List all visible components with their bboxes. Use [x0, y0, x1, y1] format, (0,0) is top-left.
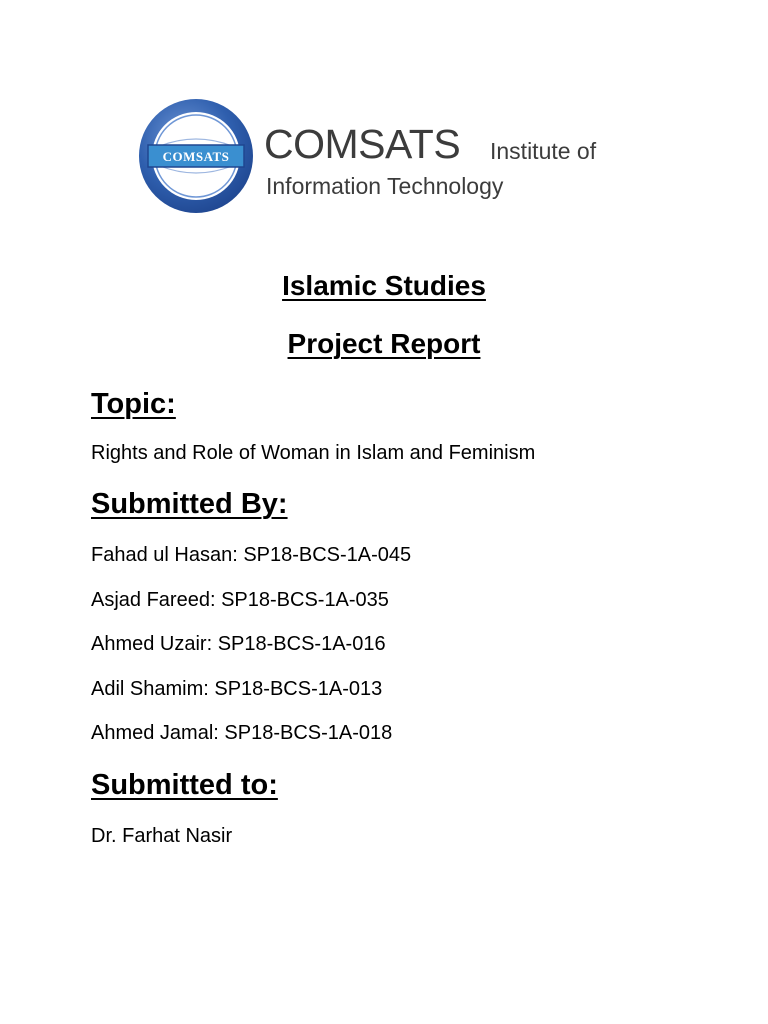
submitted-by-heading: Submitted By:	[91, 488, 288, 520]
list-item: Ahmed Uzair: SP18-BCS-1A-016	[91, 633, 386, 655]
logo-subtitle-line1: Institute of	[490, 138, 597, 164]
course-title: Islamic Studies	[282, 270, 486, 301]
logo-subtitle-line2: Information Technology	[266, 173, 504, 199]
comsats-emblem-icon	[138, 98, 254, 214]
logo-wordmark: COMSATS	[264, 121, 461, 167]
topic-heading: Topic:	[91, 388, 176, 420]
supervisor-name: Dr. Farhat Nasir	[91, 825, 233, 847]
list-item: Ahmed Jamal: SP18-BCS-1A-018	[91, 722, 393, 744]
list-item: Adil Shamim: SP18-BCS-1A-013	[91, 677, 383, 700]
comsats-logo	[138, 96, 628, 220]
emblem-label: COMSATS	[162, 149, 230, 164]
list-item: Asjad Fareed: SP18-BCS-1A-035	[91, 588, 389, 611]
document-type-title: Project Report	[287, 328, 481, 359]
topic-text: Rights and Role of Woman in Islam and Feminism	[91, 442, 536, 464]
list-item: Fahad ul Hasan: SP18-BCS-1A-045	[91, 544, 412, 566]
submitted-to-heading: Submitted to:	[91, 769, 278, 801]
member-list	[91, 545, 411, 768]
